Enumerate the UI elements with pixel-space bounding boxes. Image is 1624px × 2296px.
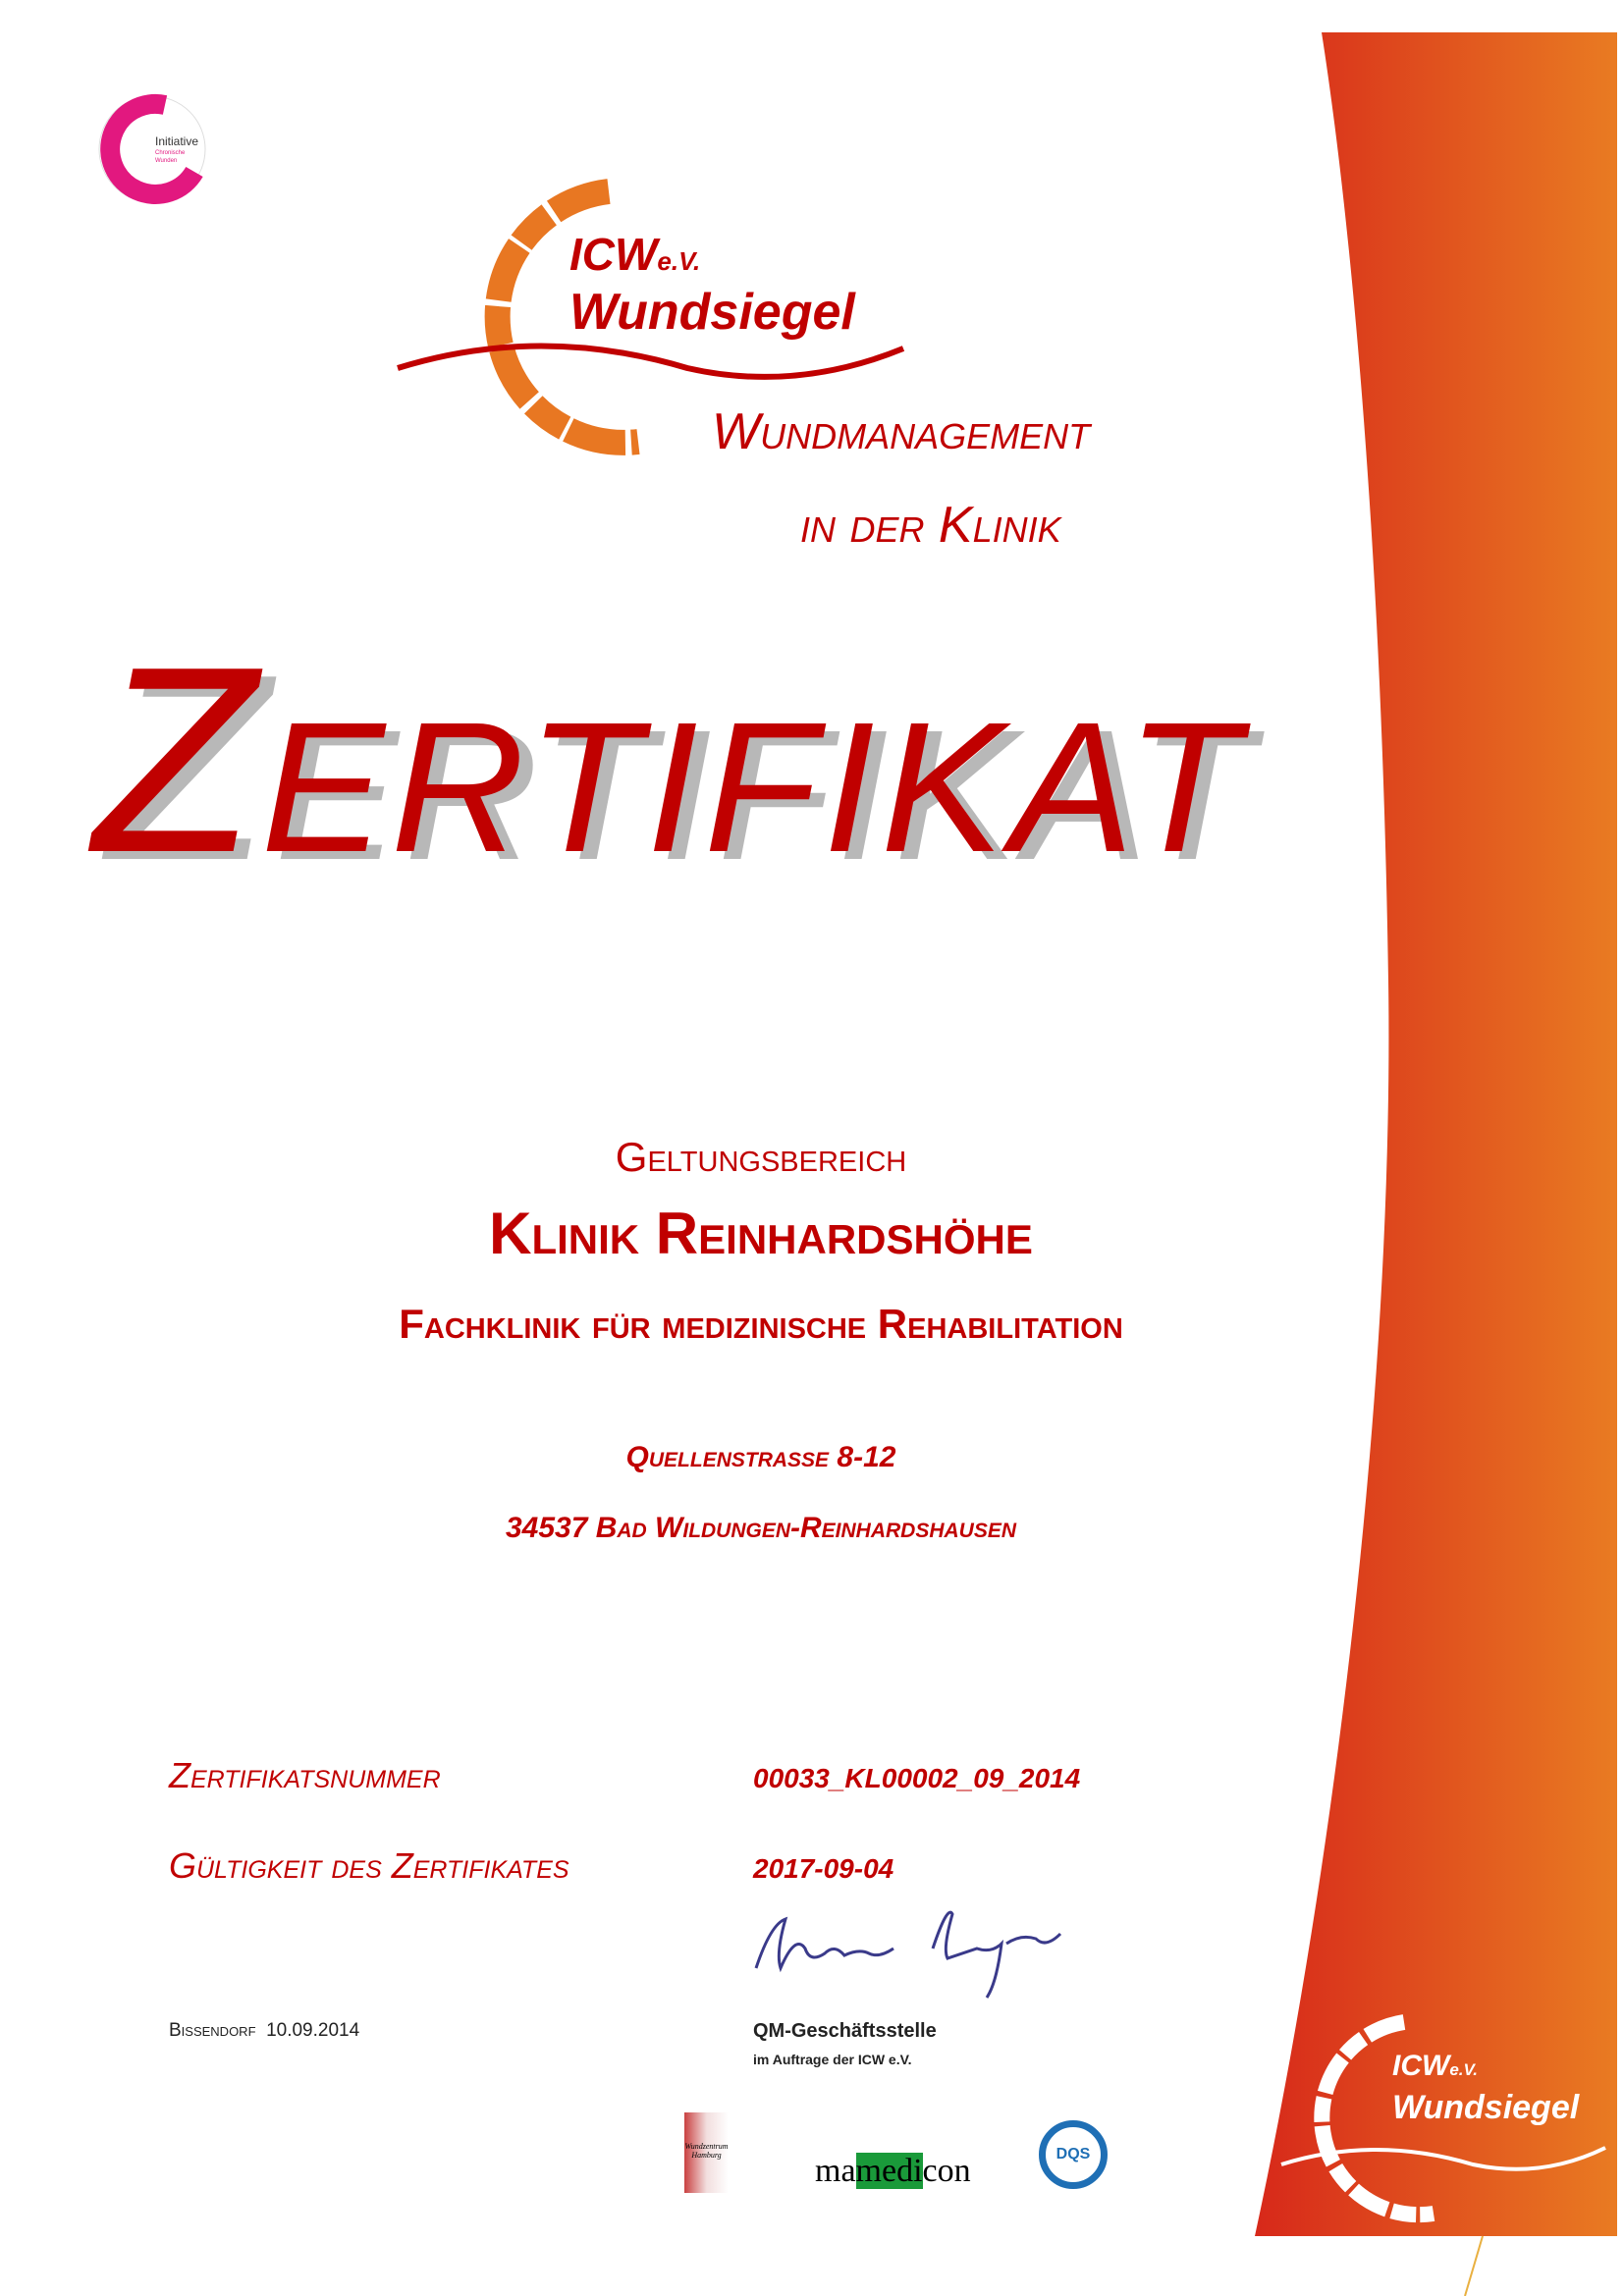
dqs-logo: DQS: [1039, 2120, 1108, 2189]
clinic-name: Klinik Reinhardshöhe: [489, 1201, 1033, 1266]
address-street: Quellenstraße 8-12: [625, 1441, 896, 1473]
address-city: 34537 Bad Wildungen-Reinhardshausen: [505, 1512, 1017, 1544]
initiative-chronische-wunden-logo: Initiative Chronische Wunden: [96, 93, 209, 206]
icw-wundsiegel-logo-small: ICWe.V. Wundsiegel: [1276, 2002, 1610, 2228]
header-line-1: Wundmanagement: [712, 403, 1091, 460]
icw-wundsiegel-logo: ICWe.V. Wundsiegel: [393, 157, 923, 461]
signer-title: QM-Geschäftsstelle: [753, 2020, 937, 2042]
signature: [751, 1895, 1065, 2002]
certificate-number-label: Zertifikatsnummer: [169, 1755, 441, 1795]
signer-subtitle: im Auftrage der ICW e.V.: [753, 2052, 912, 2067]
certificate-title: Zertifikat: [93, 613, 1246, 908]
issue-place-date: Bissendorf 10.09.2014: [169, 2020, 360, 2041]
validity-value: 2017-09-04: [753, 1853, 894, 1884]
validity-label: Gültigkeit des Zertifikates: [169, 1845, 569, 1886]
wundzentrum-hamburg-logo: Wundzentrum Hamburg: [684, 2112, 729, 2193]
header-line-2: in der Klinik: [800, 497, 1061, 554]
scope-label: Geltungsbereich: [615, 1134, 907, 1180]
mamedicon-logo: mamedicon: [815, 2153, 971, 2189]
clinic-subtitle: Fachklinik für medizinische Rehabilitation: [399, 1301, 1123, 1347]
certificate-number-value: 00033_KL00002_09_2014: [753, 1763, 1081, 1793]
